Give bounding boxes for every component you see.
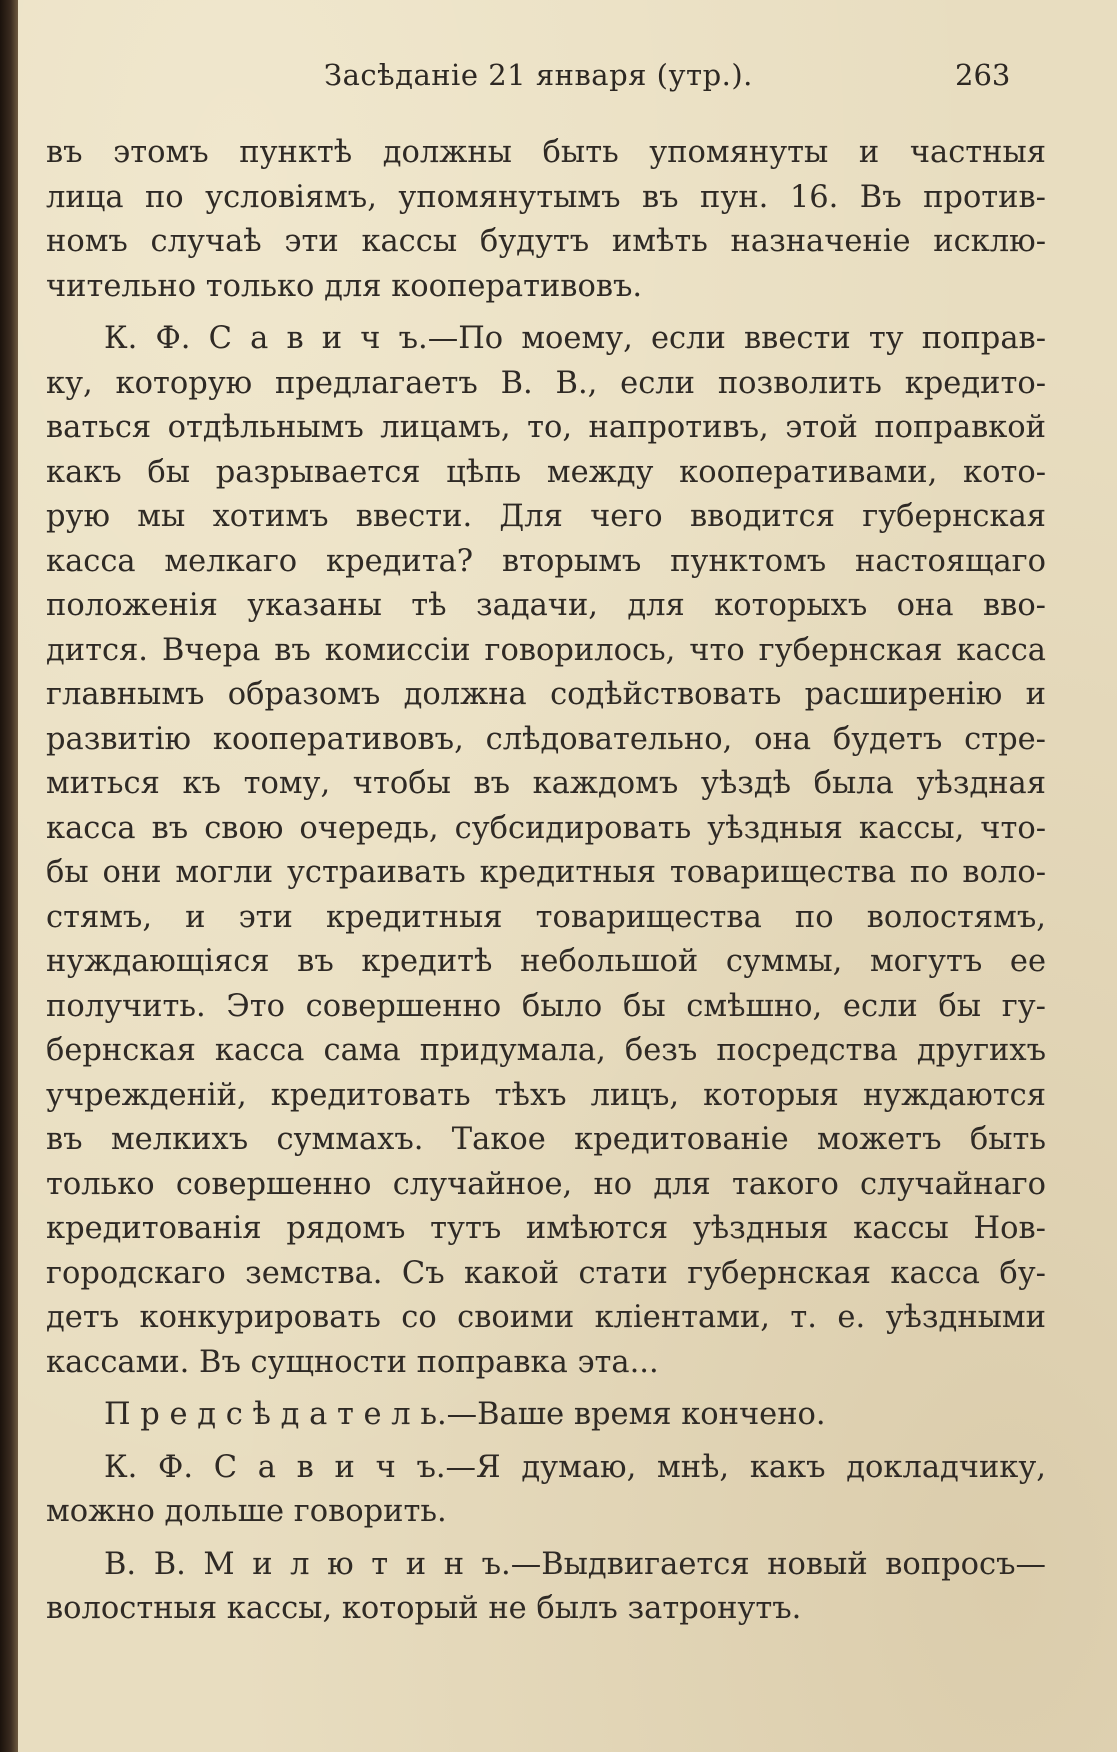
text-line: учрежденій, кредитовать тѣхъ лицъ, которыя нуждаются	[46, 1077, 1046, 1113]
text-line: касса въ свою очередь, субсидировать уѣздныя кассы, что-	[46, 810, 1046, 846]
text-line: П р е д с ѣ д а т е л ь.—Ваше время кончено.	[104, 1397, 826, 1432]
text-line: К. Ф. С а в и ч ъ.—Я думаю, мнѣ, какъ докладчику,	[104, 1449, 1046, 1485]
text-line: развитію кооперативовъ, слѣдовательно, она будетъ стре-	[46, 721, 1046, 757]
text-line: кредитованія рядомъ тутъ имѣются уѣздныя кассы Нов-	[46, 1211, 1046, 1246]
paragraph	[46, 1446, 1046, 1535]
text-line: кассами. Въ сущности поправка эта...	[46, 1344, 659, 1380]
text-line: въ мелкихъ суммахъ. Такое кредитованіе можетъ быть	[46, 1122, 1046, 1157]
text-line: В. В. М и л ю т и н ъ.—Выдвигается новый вопросъ—	[104, 1546, 1046, 1582]
text-line: какъ бы разрывается цѣпь между кооперативами, кото-	[46, 454, 1046, 490]
page-number: 263	[955, 58, 1011, 92]
paragraph	[46, 1543, 1046, 1632]
text-line: лица по условіямъ, упомянутымъ въ пун. 16. Въ против-	[46, 179, 1046, 215]
paragraph	[46, 131, 1046, 309]
text-line: номъ случаѣ эти кассы будутъ имѣть назначеніе исклю-	[46, 224, 1046, 259]
text-line: касса мелкаго кредита? вторымъ пунктомъ настоящаго	[46, 543, 1046, 579]
text-line: К. Ф. С а в и ч ъ.—По моему, если ввести ту поправ-	[104, 321, 1046, 356]
book-page	[18, 0, 1117, 1752]
running-header	[18, 58, 1117, 98]
text-line: детъ конкурировать со своими кліентами, т. е. уѣздными	[46, 1300, 1046, 1335]
text-line: городскаго земства. Съ какой стати губернская касса бу-	[46, 1255, 1046, 1291]
text-line: въ этомъ пунктѣ должны быть упомянуты и частныя	[46, 135, 1046, 170]
text-line: рую мы хотимъ ввести. Для чего вводится губернская	[46, 499, 1046, 534]
paragraph	[46, 317, 1046, 1385]
text-line: главнымъ образомъ должна содѣйствовать расширенію и	[46, 677, 1046, 712]
text-line: ваться отдѣльнымъ лицамъ, то, напротивъ, этой поправкой	[46, 410, 1046, 445]
text-line: положенія указаны тѣ задачи, для которыхъ она вво-	[46, 588, 1046, 623]
text-line: ку, которую предлагаетъ В. В., если позволить кредито-	[46, 365, 1046, 401]
book-spine	[0, 0, 18, 1752]
text-line: бы они могли устраивать кредитныя товарищества по воло-	[46, 855, 1046, 890]
text-line: миться къ тому, чтобы въ каждомъ уѣздѣ была уѣздная	[46, 766, 1046, 801]
text-line: можно дольше говорить.	[46, 1494, 447, 1529]
text-line: бернская касса сама придумала, безъ посредства другихъ	[46, 1033, 1046, 1068]
text-line: дится. Вчера въ комиссіи говорилось, что губернская касса	[46, 632, 1046, 668]
paragraph	[46, 1393, 1046, 1438]
text-line: нуждающіяся въ кредитѣ небольшой суммы, могутъ ее	[46, 944, 1046, 979]
text-line: стямъ, и эти кредитныя товарищества по волостямъ,	[46, 899, 1046, 935]
text-line: чительно только для кооперативовъ.	[46, 268, 643, 304]
text-line: волостныя кассы, который не былъ затронутъ.	[46, 1591, 802, 1626]
body-text	[46, 131, 1046, 1632]
text-line: получить. Это совершенно было бы смѣшно, если бы гу-	[46, 988, 1046, 1024]
header-title: Засѣданіе 21 января (утр.).	[324, 58, 753, 92]
text-line: только совершенно случайное, но для такого случайнаго	[46, 1166, 1046, 1202]
